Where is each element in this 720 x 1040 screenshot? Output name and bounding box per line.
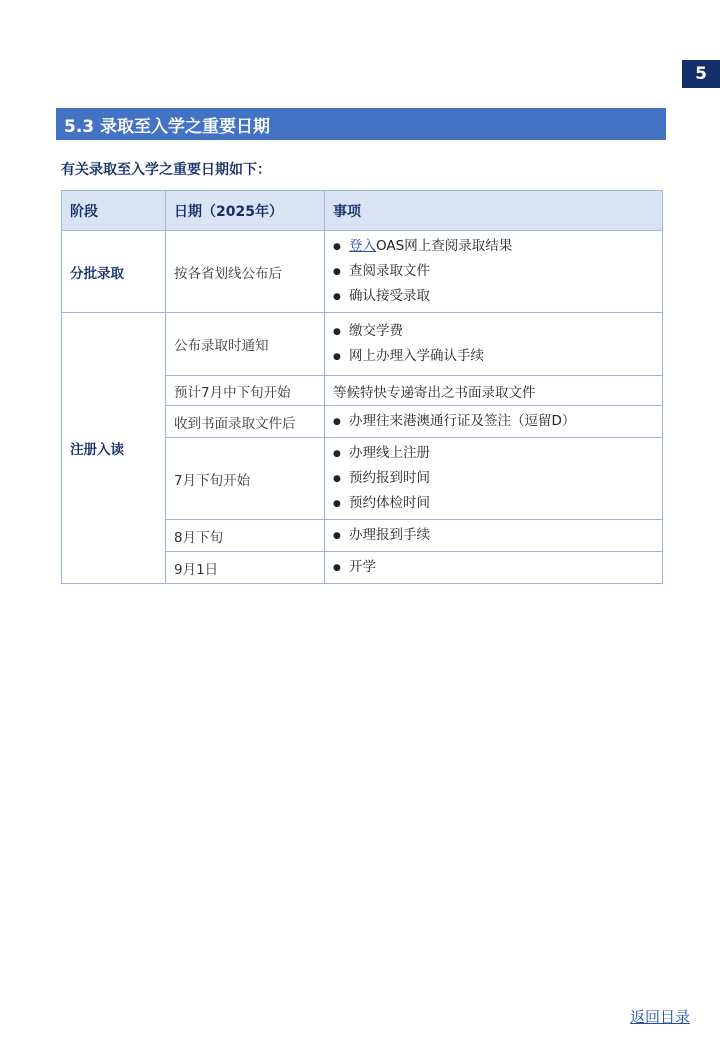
dates-table [61, 190, 663, 584]
list-item [333, 491, 654, 516]
items-cell: 等候特快专递寄出之书面录取文件 [325, 376, 663, 406]
date-cell: 9月1日 [166, 552, 325, 584]
items-cell [325, 438, 663, 520]
item-text: 预约报到时间 [349, 470, 430, 486]
list-item [333, 284, 654, 309]
table-row [62, 231, 663, 313]
list-item [333, 344, 654, 369]
list-item [333, 466, 654, 491]
item-text: 开学 [349, 559, 376, 575]
bullet-icon: ● [333, 267, 341, 277]
back-to-contents-link[interactable]: 返回目录 [630, 1008, 691, 1026]
bullet-icon: ● [333, 417, 341, 427]
list-item [333, 234, 654, 259]
list-item [333, 259, 654, 284]
date-cell: 按各省划线公布后 [166, 231, 325, 313]
list-item [333, 555, 654, 580]
bullet-icon: ● [333, 499, 341, 509]
bullet-icon: ● [333, 474, 341, 484]
bullet-icon: ● [333, 531, 341, 541]
list-item [333, 441, 654, 466]
items-cell [325, 406, 663, 438]
page-number-badge: 5 [682, 60, 720, 88]
intro-text: 有关录取至入学之重要日期如下： [61, 162, 271, 178]
items-cell [325, 552, 663, 584]
date-cell: 7月下旬开始 [166, 438, 325, 520]
bullet-icon: ● [333, 563, 341, 573]
item-text: 办理报到手续 [349, 527, 430, 543]
bullet-icon: ● [333, 292, 341, 302]
item-text: 预约体检时间 [349, 495, 430, 511]
bullet-icon: ● [333, 449, 341, 459]
date-cell: 8月下旬 [166, 520, 325, 552]
item-text: 查阅录取文件 [349, 263, 430, 279]
item-text: 网上办理入学确认手续 [349, 348, 484, 364]
stage-cell: 分批录取 [62, 231, 166, 313]
list-item [333, 319, 654, 344]
table-row [62, 313, 663, 376]
date-cell: 预计7月中下旬开始 [166, 376, 325, 406]
bullet-icon: ● [333, 242, 341, 252]
bullet-icon: ● [333, 327, 341, 337]
item-text: 办理往来港澳通行证及签注（逗留D） [349, 413, 576, 429]
item-text: 确认接受录取 [349, 288, 430, 304]
item-text: 办理线上注册 [349, 445, 430, 461]
list-item [333, 523, 654, 548]
bullet-icon: ● [333, 352, 341, 362]
date-cell: 公布录取时通知 [166, 313, 325, 376]
items-cell [325, 313, 663, 376]
login-link[interactable]: 登入 [349, 238, 376, 254]
header-stage: 阶段 [62, 191, 166, 231]
items-cell [325, 231, 663, 313]
items-cell [325, 520, 663, 552]
list-item [333, 409, 654, 434]
item-text: 缴交学费 [349, 323, 403, 339]
date-cell: 收到书面录取文件后 [166, 406, 325, 438]
section-title: 5.3 录取至入学之重要日期 [56, 108, 666, 140]
header-items: 事项 [325, 191, 663, 231]
stage-cell: 注册入读 [62, 313, 166, 584]
table-header-row [62, 191, 663, 231]
item-text: OAS网上查阅录取结果 [376, 238, 513, 254]
header-date: 日期（2025年） [166, 191, 325, 231]
